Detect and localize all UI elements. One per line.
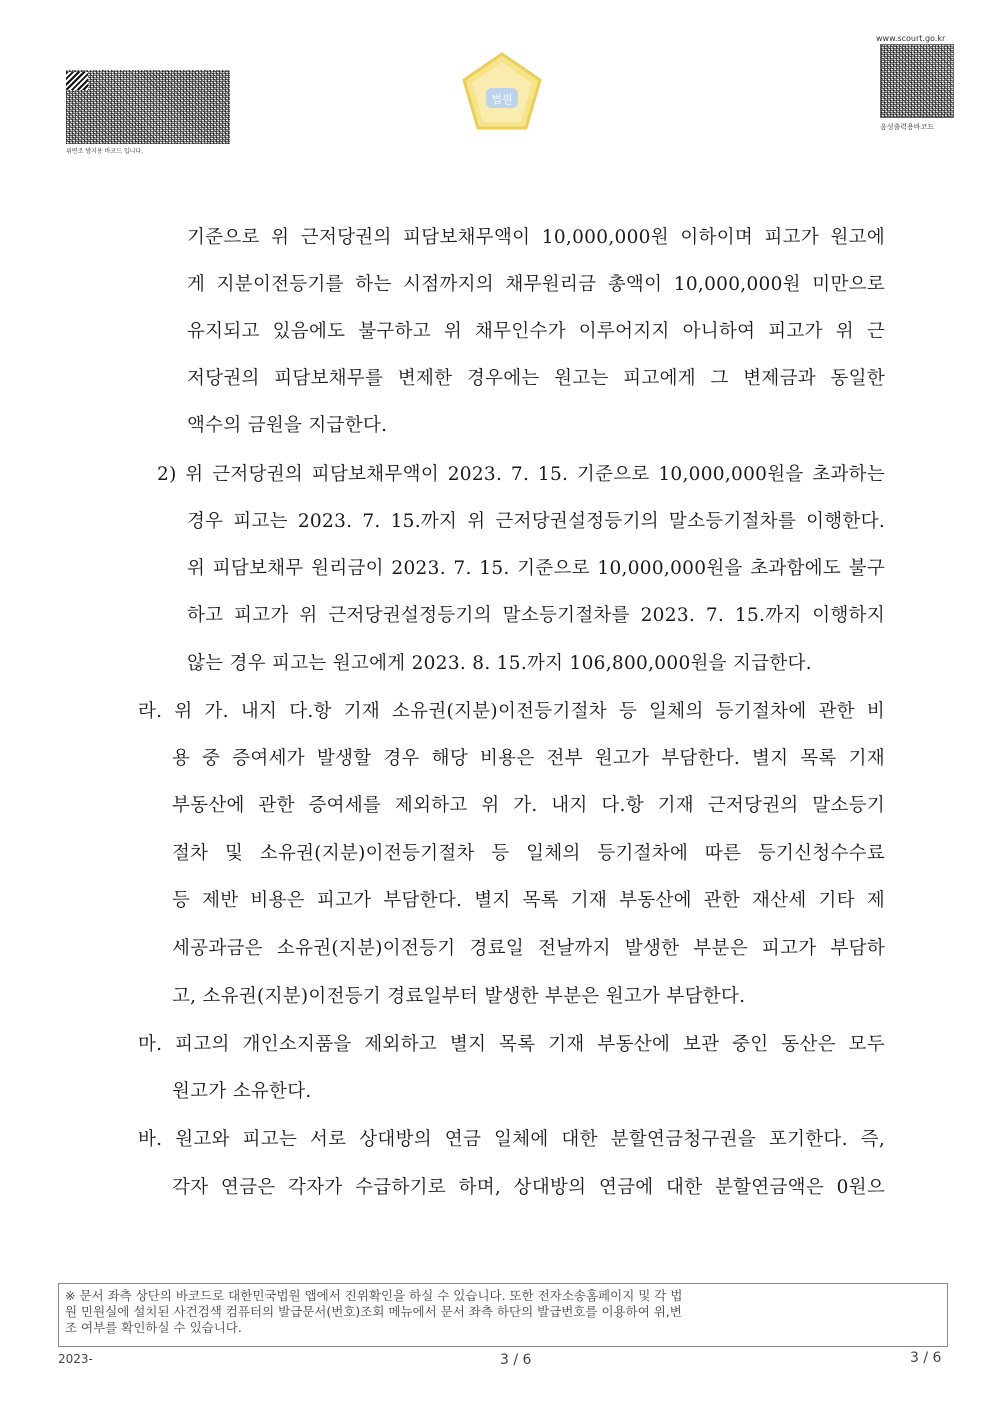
qr-url: www.scourt.go.kr <box>876 34 946 43</box>
authenticity-barcode <box>66 70 230 144</box>
body-line: 게 지분이전등기를 하는 시점까지의 채무원리금 총액이 10,000,000원 미만으로 <box>187 274 885 295</box>
verification-notice <box>58 1283 948 1347</box>
body-line: 바. 원고와 피고는 서로 상대방의 연금 일체에 대한 분할연금청구권을 포기한다. 즉, <box>138 1129 885 1150</box>
issue-number: 2023- <box>58 1352 93 1366</box>
voice-output-barcode <box>880 44 954 118</box>
notice-line: ※ 문서 좌측 상단의 바코드로 대한민국법원 앱에서 진위확인을 하실 수 있습니다. 또한 전자소송홈페이지 및 각 법 <box>65 1288 683 1303</box>
barcode-caption: 위변조 방지용 바코드 입니다. <box>66 148 144 155</box>
emblem-text: 법원 <box>491 93 513 106</box>
body-line: 각자 연금은 각자가 수급하기로 하며, 상대방의 연금에 대한 분할연금액은 0원으 <box>172 1177 885 1198</box>
notice-line: 원 민원실에 설치된 사건검색 컴퓨터의 발급문서(번호)조회 메뉴에서 문서 좌측 하단의 발급번호를 이용하여 위,변 <box>65 1304 682 1319</box>
body-line: 라. 위 가. 내지 다.항 기재 소유권(지분)이전등기절차 등 일체의 등기절차에 관한 비 <box>138 701 885 722</box>
barcode-corner-mark <box>66 72 88 90</box>
body-line: 마. 피고의 개인소지품을 제외하고 별지 목록 기재 부동산에 보관 중인 동산은 모두 <box>138 1034 885 1055</box>
body-line: 고, 소유권(지분)이전등기 경료일부터 발생한 부분은 원고가 부담한다. <box>172 986 746 1007</box>
body-line: 절차 및 소유권(지분)이전등기절차 등 일체의 등기절차에 따른 등기신청수수료 <box>172 843 885 864</box>
page-number-right: 3 / 6 <box>910 1350 942 1366</box>
body-line: 2) 위 근저당권의 피담보채무액이 2023. 7. 15. 기준으로 10,000,000원을 초과하는 <box>157 464 885 485</box>
notice-line: 조 여부를 확인하실 수 있습니다. <box>65 1320 242 1335</box>
body-line: 등 제반 비용은 피고가 부담한다. 별지 목록 기재 부동산에 관한 재산세 기타 제 <box>172 890 885 911</box>
body-line: 저당권의 피담보채무를 변제한 경우에는 원고는 피고에게 그 변제금과 동일한 <box>187 368 885 389</box>
body-line: 액수의 금원을 지급한다. <box>187 415 388 436</box>
body-line: 않는 경우 피고는 원고에게 2023. 8. 15.까지 106,800,000원을 지급한다. <box>187 653 812 674</box>
body-line: 경우 피고는 2023. 7. 15.까지 위 근저당권설정등기의 말소등기절차를 이행한다. <box>187 511 885 532</box>
body-line: 하고 피고가 위 근저당권설정등기의 말소등기절차를 2023. 7. 15.까지 이행하지 <box>187 605 885 626</box>
court-emblem-icon <box>456 48 548 140</box>
body-line: 원고가 소유한다. <box>172 1081 312 1102</box>
page-number-center: 3 / 6 <box>500 1352 532 1368</box>
body-line: 용 중 증여세가 발생할 경우 해당 비용은 전부 원고가 부담한다. 별지 목록 기재 <box>172 748 885 769</box>
qr-caption: 음성출력용바코드 <box>880 123 935 131</box>
body-line: 세공과금은 소유권(지분)이전등기 경료일 전날까지 발생한 부분은 피고가 부담하 <box>172 938 885 959</box>
body-line: 유지되고 있음에도 불구하고 위 채무인수가 이루어지지 아니하여 피고가 위 근 <box>187 321 885 342</box>
body-line: 기준으로 위 근저당권의 피담보채무액이 10,000,000원 이하이며 피고가 원고에 <box>187 227 885 248</box>
body-line: 부동산에 관한 증여세를 제외하고 위 가. 내지 다.항 기재 근저당권의 말소등기 <box>172 795 885 816</box>
body-line: 위 피담보채무 원리금이 2023. 7. 15. 기준으로 10,000,000원을 초과함에도 불구 <box>187 558 885 579</box>
